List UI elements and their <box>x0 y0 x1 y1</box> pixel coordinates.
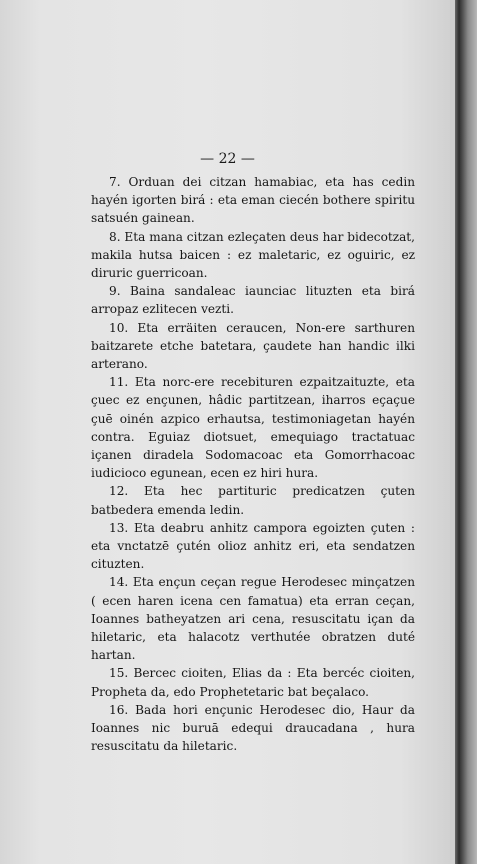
verse-10: 10. Eta erräiten ceraucen, Non-ere sarthuren baitzarete etche batetara, çaudete han handic ilki arterano. <box>91 320 415 372</box>
verse-15: 15. Bercec cioiten, Elias da : Eta bercéc cioiten, Propheta da, edo Prophetetaric bat beçalaco. <box>91 666 415 699</box>
verse-7: 7. Orduan dei citzan hamabiac, eta has cedin hayén igorten birá : eta eman ciecén bothere spiritu satsuén gainean. <box>91 175 415 226</box>
verse-14: 14. Eta ençun ceçan regue Herodesec minçatzen ( ecen haren icena cen famatua) eta erran ceçan, Ioannes batheyatzen ari cena, resuscitatu içan da hiletaric, eta halacotz verthutée obratzen duté hartan. <box>91 575 415 663</box>
verse-16: 16. Bada hori ençunic Herodesec dio, Haur da Ioannes nic buruā edequi draucadana , hura resuscitatu da hiletaric. <box>91 702 415 754</box>
book-page-edge <box>455 0 477 864</box>
verse-12: 12. Eta hec partituric predicatzen çuten batbedera emenda ledin. <box>91 484 415 517</box>
page-text <box>91 173 415 756</box>
verse-9: 9. Baina sandaleac iaunciac lituzten eta birá arropaz ezlitecen vezti. <box>91 284 415 317</box>
verse-8: 8. Eta mana citzan ezleçaten deus har bidecotzat, makila hutsa baicen : ez maletaric, ez oguiric, ez diruric guerricoan. <box>91 229 415 281</box>
verse-11: 11. Eta norc-ere recebituren ezpaitzaituzte, eta çuec ez ençunen, hâdic partitzean, iharros eçaçue çuē oinén azpico erhautsa, testimoniagetan hayén contra. Eguiaz diotsuet, emequiago tractatuac içanen diradela Sodomacoac eta Gomorrhacoac iudicioco egunean, ecen ez hiri hura. <box>91 375 415 481</box>
page-number: — 22 — <box>200 151 255 167</box>
verse-13: 13. Eta deabru anhitz campora egoizten çuten : eta vnctatzē çutén olioz anhitz eri, eta sendatzen cituzten. <box>91 520 415 572</box>
